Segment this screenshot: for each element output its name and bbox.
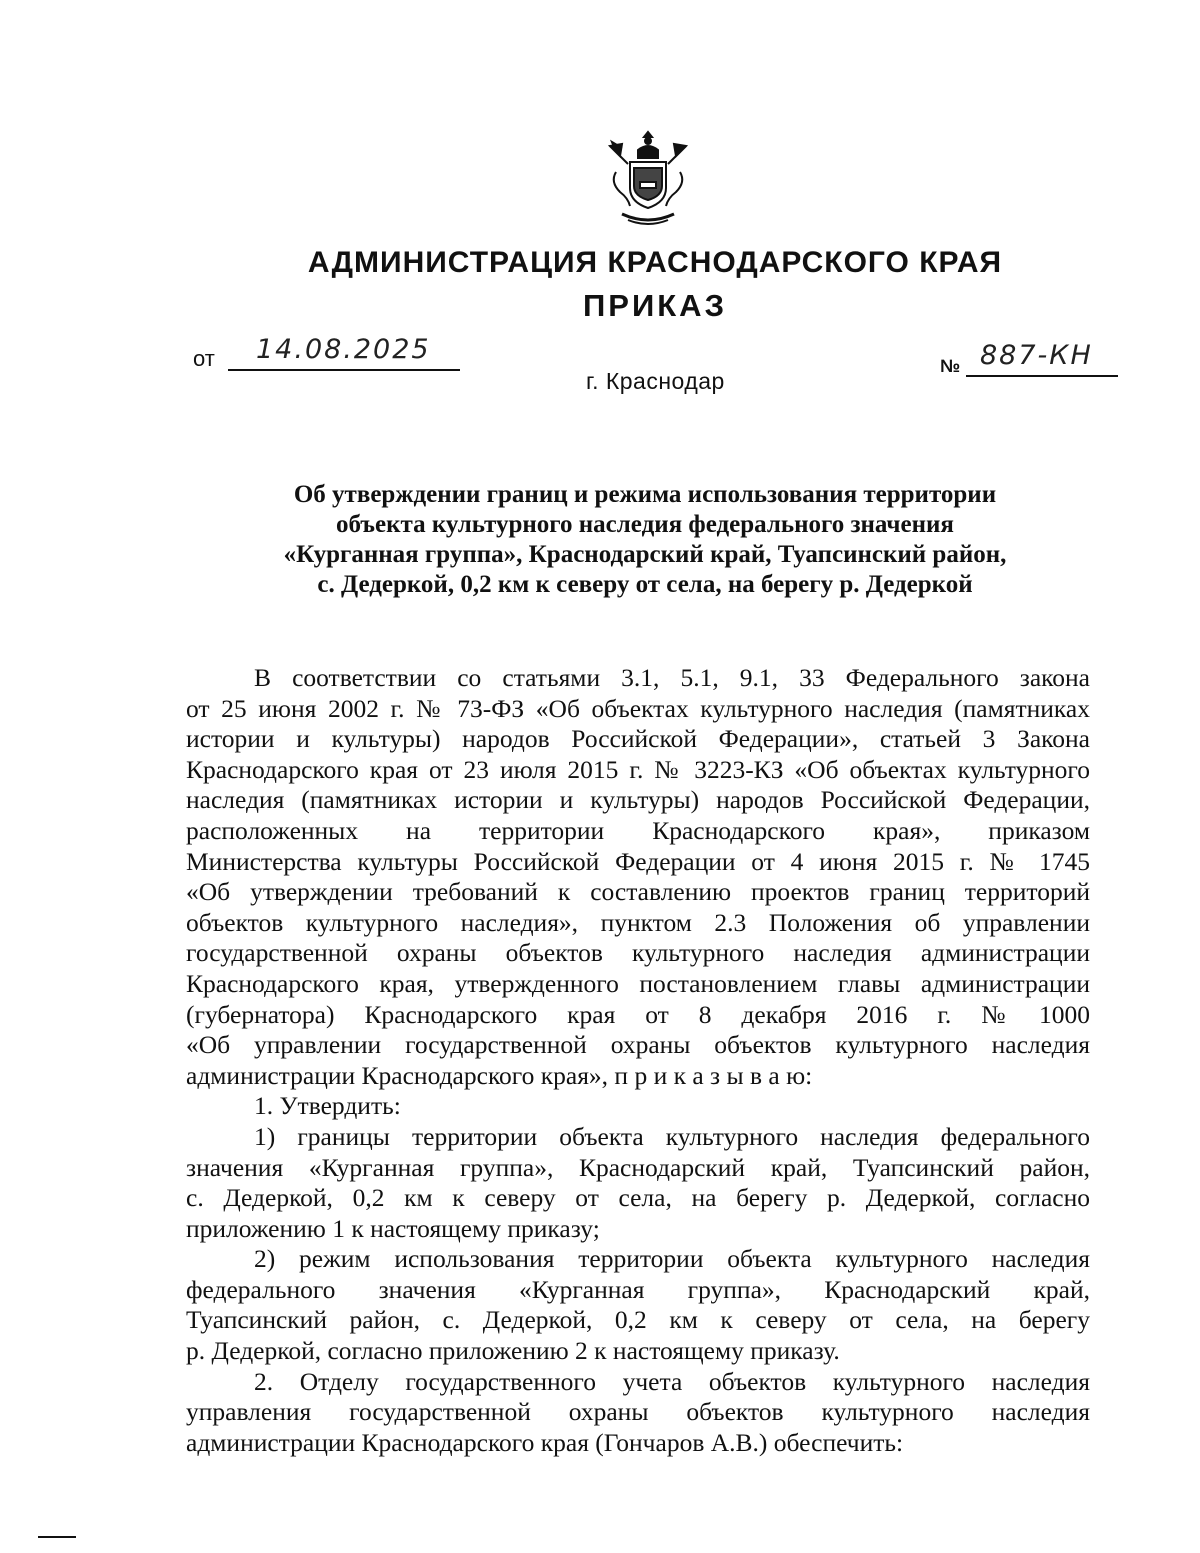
title-line: «Курганная группа», Краснодарский край, Туапсинский район,	[283, 541, 1007, 568]
body-line: расположенных на территории Краснодарского края», приказом	[186, 815, 1090, 845]
body-line: администрации Краснодарского края», п р и к а з ы в а ю:	[186, 1060, 813, 1090]
document-body	[186, 663, 1090, 1458]
title-line: с. Дедеркой, 0,2 км к северу от села, на берегу р. Дедеркой	[317, 571, 973, 598]
body-line: истории и культуры) народов Российской Федерации», статьей 3 Закона	[186, 724, 1090, 754]
body-line: «Об управлении государственной охраны объектов культурного наследия	[186, 1030, 1090, 1060]
organization-name: АДМИНИСТРАЦИЯ КРАСНОДАРСКОГО КРАЯ	[307, 246, 1003, 279]
body-line: приложению 1 к настоящему приказу;	[186, 1213, 600, 1243]
date-label: от	[193, 346, 215, 371]
body-line: Туапсинский район, с. Дедеркой, 0,2 км к северу от села, на берегу	[186, 1305, 1090, 1335]
body-line: значения «Курганная группа», Краснодарский край, Туапсинский район,	[186, 1152, 1090, 1182]
document-type: ПРИКАЗ	[583, 288, 727, 323]
body-line: 2) режим использования территории объекта культурного наследия	[254, 1244, 1090, 1274]
margin-mark	[38, 1536, 76, 1538]
body-line: Краснодарского края, утвержденного постановлением главы администрации	[186, 968, 1090, 998]
body-line: (губернатора) Краснодарского края от 8 декабря 2016 г. № 1000	[186, 999, 1090, 1029]
body-line: от 25 июня 2002 г. № 73-ФЗ «Об объектах культурного наследия (памятниках	[186, 693, 1090, 723]
body-line: администрации Краснодарского края (Гончаров А.В.) обеспечить:	[186, 1427, 904, 1457]
number-label: №	[940, 356, 961, 376]
date-value: 14.08.2025	[256, 334, 431, 365]
body-line: Краснодарского края от 23 июля 2015 г. № 3223-КЗ «Об объектах культурного	[186, 754, 1090, 784]
body-line: 1) границы территории объекта культурного наследия федерального	[254, 1121, 1090, 1151]
body-line: государственной охраны объектов культурного наследия администрации	[186, 938, 1090, 968]
body-line: 1. Утвердить:	[254, 1091, 401, 1121]
body-line: наследия (памятниках истории и культуры) народов Российской Федерации,	[186, 785, 1090, 815]
body-line: объектов культурного наследия», пунктом 2.3 Положения об управлении	[186, 907, 1090, 937]
title-line: Об утверждении границ и режима использования территории	[293, 481, 997, 508]
number-underline	[966, 375, 1118, 377]
title-line: объекта культурного наследия федерального значения	[336, 511, 954, 538]
body-line: Министерства культуры Российской Федерации от 4 июня 2015 г. № 1745	[186, 846, 1090, 876]
body-line: с. Дедеркой, 0,2 км к северу от села, на берегу р. Дедеркой, согласно	[186, 1183, 1090, 1213]
city-label: г. Краснодар	[586, 368, 725, 394]
body-line: управления государственной охраны объектов культурного наследия	[186, 1397, 1090, 1427]
body-line: федерального значения «Курганная группа», Краснодарский край,	[186, 1274, 1090, 1304]
body-line: р. Дедеркой, согласно приложению 2 к настоящему приказу.	[186, 1336, 840, 1366]
date-underline	[228, 369, 460, 371]
body-line: «Об утверждении требований к составлению проектов границ территорий	[186, 877, 1090, 907]
body-line: 2. Отделу государственного учета объектов культурного наследия	[254, 1366, 1090, 1396]
body-line: В соответствии со статьями 3.1, 5.1, 9.1, 33 Федерального закона	[254, 663, 1090, 692]
number-value: 887-КН	[980, 340, 1093, 371]
coat-of-arms-icon	[600, 128, 696, 228]
document-title	[180, 480, 1110, 600]
